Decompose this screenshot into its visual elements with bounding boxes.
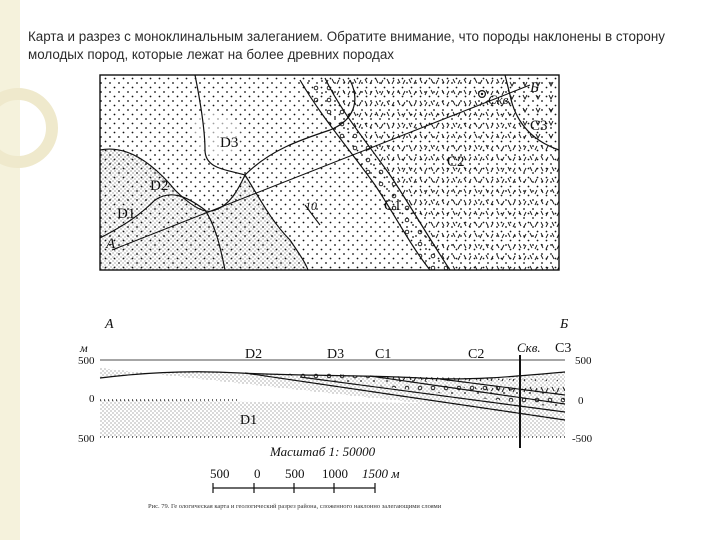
map-label-c3: C3 xyxy=(530,118,548,134)
section-y-minus500-left: 500 xyxy=(78,433,95,445)
map-label-c1: C1 xyxy=(384,198,402,214)
map-label-c2: C2 xyxy=(447,154,465,170)
section-label-c2: C2 xyxy=(468,347,485,362)
section-y-minus500-right: -500 xyxy=(572,433,593,445)
section-label-well: Скв. xyxy=(517,340,541,355)
map-label-well: Скв. xyxy=(488,92,512,107)
section-y-0-right: 0 xyxy=(578,395,584,407)
scale-tick-1000: 1000 xyxy=(322,466,348,481)
section-y-0-left: 0 xyxy=(89,393,95,405)
section-y-500-left: 500 xyxy=(78,355,95,367)
cross-section xyxy=(100,355,565,448)
map-label-d1: D1 xyxy=(117,206,136,222)
map-label-b: Б xyxy=(530,80,539,96)
section-label-d1: D1 xyxy=(240,413,258,428)
scale-text: Масштаб 1: 50000 xyxy=(270,444,376,459)
section-label-m: м xyxy=(80,341,88,355)
map-label-d3: D3 xyxy=(220,135,239,151)
scale-tick-500: 500 xyxy=(285,466,305,481)
section-label-b: Б xyxy=(560,317,569,332)
map-label-dip: 10 xyxy=(305,199,317,213)
map-label-d2: D2 xyxy=(150,178,169,194)
scale-tick-500-left: 500 xyxy=(210,466,230,481)
map-label-a: A xyxy=(106,236,116,252)
section-y-500-right: 500 xyxy=(575,355,592,367)
section-dots-lower xyxy=(100,400,565,437)
section-label-c1: C1 xyxy=(375,347,392,362)
scale-bar xyxy=(210,466,400,493)
slide-caption: Карта и разрез с моноклинальным залеганием. Обратите внимание, что породы наклонены в сторону молодых пород, которые лежат на более древних породах xyxy=(28,29,665,62)
section-label-c3: C3 xyxy=(555,341,572,356)
section-label-d2: D2 xyxy=(245,347,263,362)
section-label-d3: D3 xyxy=(327,347,345,362)
figure-caption: Рис. 79. Ге ологическая карта и геологический разрез района, сложенного наклонно залегающими слоями xyxy=(148,503,442,510)
section-label-a: A xyxy=(105,317,114,332)
scale-tick-0: 0 xyxy=(254,466,261,481)
scale-tick-1500: 1500 м xyxy=(362,466,400,481)
